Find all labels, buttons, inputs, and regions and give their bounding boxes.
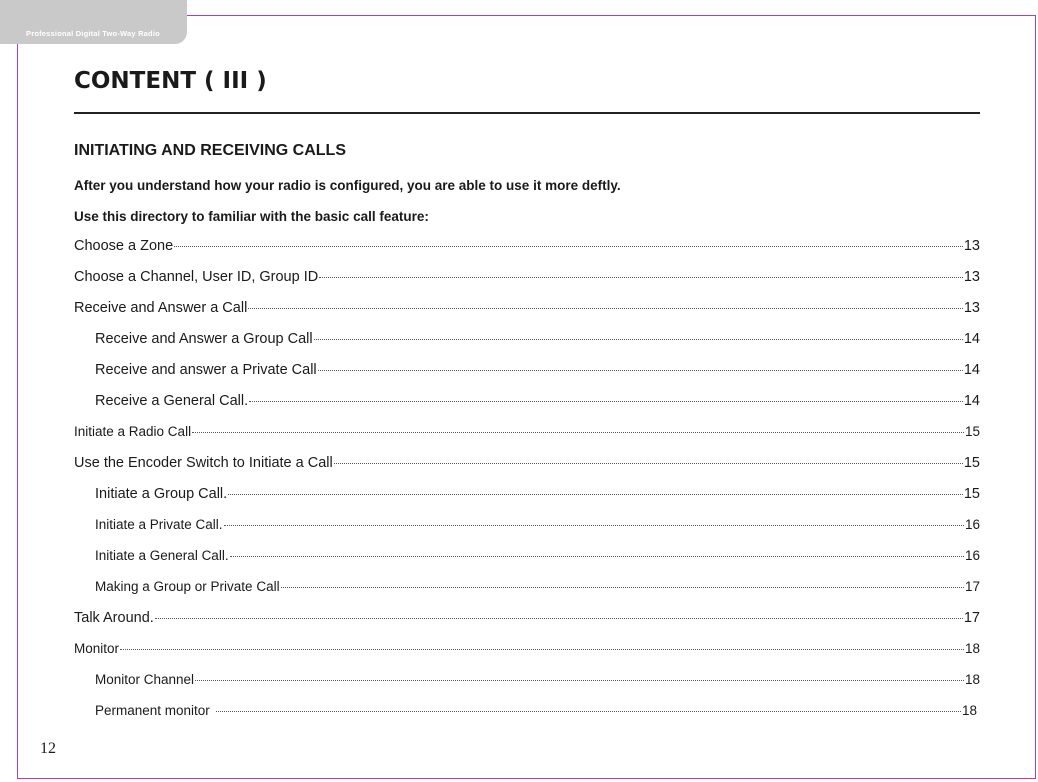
toc-leader: [249, 401, 963, 402]
toc-page-number: 13: [963, 269, 980, 285]
toc-page-number: 18: [964, 641, 980, 656]
toc-label: Receive and answer a Private Call: [95, 362, 317, 378]
section-title: INITIATING AND RECEIVING CALLS: [74, 142, 346, 159]
toc-page-number: 15: [963, 455, 980, 471]
toc-label: Receive and Answer a Call: [74, 300, 248, 316]
toc-leader: [318, 370, 963, 371]
page-number: 12: [40, 740, 56, 757]
toc-label: Monitor: [74, 641, 120, 656]
toc-page-number: 16: [964, 548, 980, 563]
page-heading: CONTENT ( III ): [74, 68, 267, 94]
toc-leader: [314, 339, 963, 340]
header-tab-text: Professional Digital Two-Way Radio: [26, 29, 160, 38]
toc-label: Choose a Channel, User ID, Group ID: [74, 269, 319, 285]
toc-label: Initiate a General Call.: [95, 548, 229, 563]
heading-rule: [74, 112, 980, 114]
toc-entry-monitor[interactable]: [74, 641, 980, 661]
toc-page-number: 17: [964, 579, 980, 594]
toc-entry-initiate-radio-call[interactable]: [74, 424, 980, 444]
toc-label: Use the Encoder Switch to Initiate a Call: [74, 455, 333, 471]
toc-page-number: 15: [963, 486, 980, 502]
toc-label: Choose a Zone: [74, 238, 174, 254]
toc-leader: [174, 246, 963, 247]
toc-entry-initiate-group-call[interactable]: [95, 486, 980, 506]
toc-page-number: 17: [963, 610, 980, 626]
toc-entry-receive-general-call[interactable]: [95, 393, 980, 413]
toc-label: Initiate a Radio Call: [74, 424, 192, 439]
toc-page-number: 13: [963, 300, 980, 316]
toc-leader: [195, 680, 964, 681]
toc-label: Initiate a Group Call.: [95, 486, 228, 502]
toc-entry-initiate-private-call[interactable]: [95, 517, 980, 537]
header-tab: [0, 0, 187, 44]
toc-label: Receive a General Call.: [95, 393, 249, 409]
toc-label: Permanent monitor: [95, 703, 210, 718]
toc-entry-choose-channel[interactable]: [74, 269, 980, 289]
toc-leader: [248, 308, 963, 309]
toc-entry-receive-group-call[interactable]: [95, 331, 980, 351]
toc-entry-monitor-channel[interactable]: [95, 672, 980, 692]
toc-leader: [228, 494, 963, 495]
toc-leader: [120, 649, 964, 650]
toc-page-number: 16: [964, 517, 980, 532]
intro-line-2: Use this directory to familiar with the basic call feature:: [74, 209, 429, 224]
toc-page-number: 18: [961, 703, 977, 718]
toc-leader: [224, 525, 964, 526]
toc-page-number: 18: [964, 672, 980, 687]
toc-page-number: 15: [964, 424, 980, 439]
toc-entry-permanent-monitor[interactable]: [95, 703, 977, 723]
toc-entry-group-or-private-call[interactable]: [95, 579, 980, 599]
toc-page-number: 14: [963, 331, 980, 347]
toc-leader: [281, 587, 964, 588]
toc-page-number: 14: [963, 393, 980, 409]
toc-label: Making a Group or Private Call: [95, 579, 280, 594]
toc-label: Talk Around.: [74, 610, 154, 626]
toc-entry-receive-private-call[interactable]: [95, 362, 980, 382]
toc-leader: [319, 277, 963, 278]
toc-entry-choose-zone[interactable]: [74, 238, 980, 258]
toc-page-number: 14: [963, 362, 980, 378]
toc-leader: [192, 432, 964, 433]
toc-label: Initiate a Private Call.: [95, 517, 223, 532]
toc-entry-encoder-switch[interactable]: [74, 455, 980, 475]
toc-leader: [230, 556, 964, 557]
toc-leader: [334, 463, 963, 464]
toc-leader: [155, 618, 963, 619]
toc-page-number: 13: [963, 238, 980, 254]
toc-entry-talk-around[interactable]: [74, 610, 980, 630]
toc-leader: [216, 711, 961, 712]
toc-label: Receive and Answer a Group Call: [95, 331, 313, 347]
intro-line-1: After you understand how your radio is configured, you are able to use it more deftly.: [74, 178, 621, 193]
toc-entry-initiate-general-call[interactable]: [95, 548, 980, 568]
toc-label: Monitor Channel: [95, 672, 195, 687]
toc-entry-receive-answer-call[interactable]: [74, 300, 980, 320]
